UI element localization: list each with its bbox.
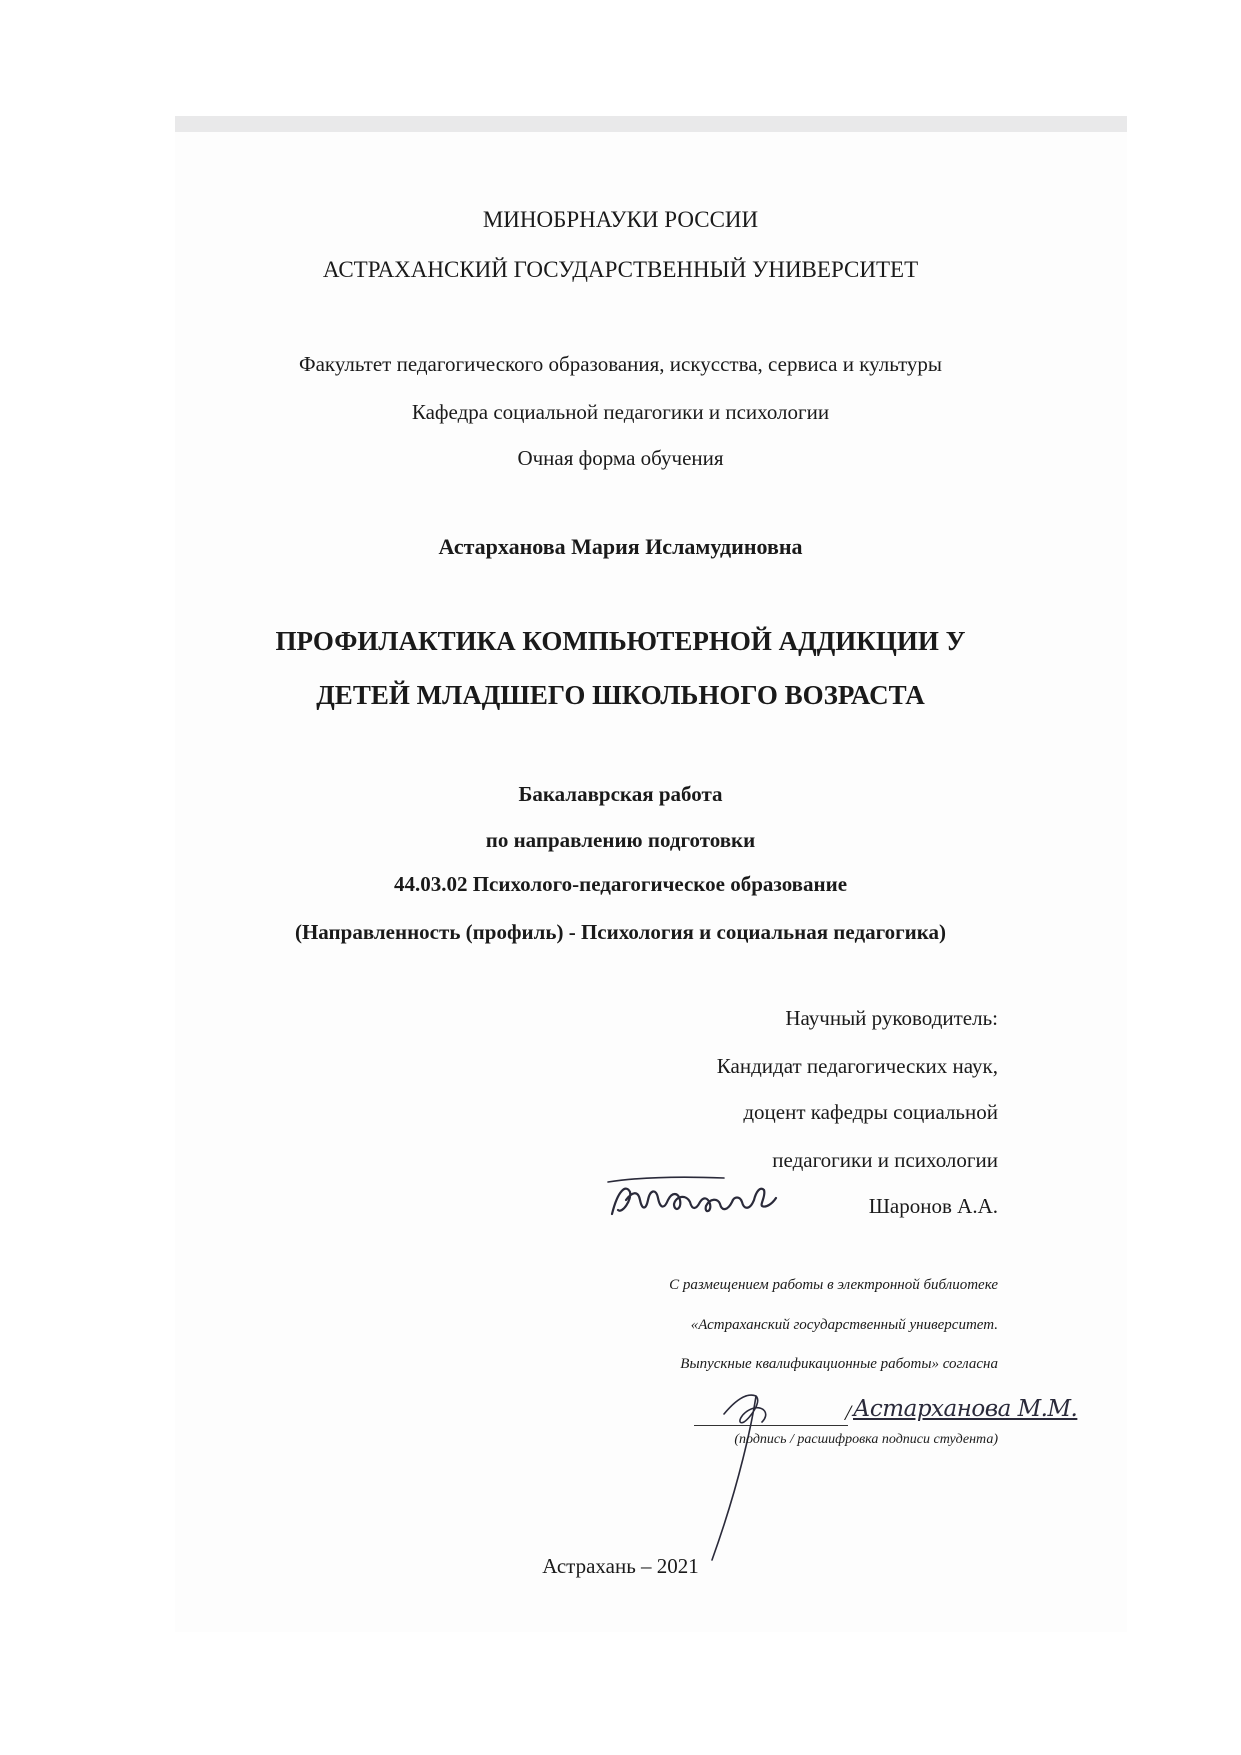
- thesis-title-line-1: ПРОФИЛАКТИКА КОМПЬЮТЕРНОЙ АДДИКЦИИ У: [275, 626, 966, 656]
- supervisor-signature: [604, 1170, 804, 1235]
- city-year: Астрахань – 2021: [542, 1554, 699, 1578]
- direction-label: по направлению подготовки: [485, 828, 756, 852]
- study-form: Очная форма обучения: [517, 446, 724, 470]
- ministry-name: МИНОБРНАУКИ РОССИИ: [482, 207, 759, 232]
- faculty-name: Факультет педагогического образования, искусства, сервиса и культуры: [299, 352, 942, 376]
- work-type: Бакалаврская работа: [518, 782, 723, 806]
- supervisor-position-1: доцент кафедры социальной: [743, 1100, 998, 1124]
- supervisor-position-2: педагогики и психологии: [772, 1148, 998, 1172]
- student-signature: [700, 1362, 820, 1567]
- consent-line-1: С размещением работы в электронной библиотеке: [669, 1277, 998, 1293]
- viewer-top-bar: [175, 116, 1127, 132]
- signature-caption: (подпись / расшифровка подписи студента): [734, 1432, 998, 1447]
- department-name: Кафедра социальной педагогики и психологии: [411, 400, 830, 424]
- direction-code: 44.03.02 Психолого-педагогическое образование: [393, 872, 848, 896]
- thesis-title-line-2: ДЕТЕЙ МЛАДШЕГО ШКОЛЬНОГО ВОЗРАСТА: [316, 680, 925, 710]
- student-signature-decoded: Астарханова М.М.: [853, 1396, 1078, 1422]
- supervisor-degree: Кандидат педагогических наук,: [716, 1054, 998, 1078]
- author-name: Астарханова Мария Исламудиновна: [438, 534, 803, 559]
- direction-profile: (Направленность (профиль) - Психология и социальная педагогика): [294, 920, 946, 944]
- consent-line-3: Выпускные квалификационные работы» согласна: [680, 1356, 998, 1372]
- consent-line-2: «Астраханский государственный университет.: [690, 1317, 998, 1333]
- supervisor-name: Шаронов А.А.: [868, 1194, 998, 1218]
- signature-separator: /: [845, 1400, 852, 1425]
- university-name: АСТРАХАНСКИЙ ГОСУДАРСТВЕННЫЙ УНИВЕРСИТЕТ: [322, 257, 919, 282]
- supervisor-heading: Научный руководитель:: [785, 1006, 998, 1030]
